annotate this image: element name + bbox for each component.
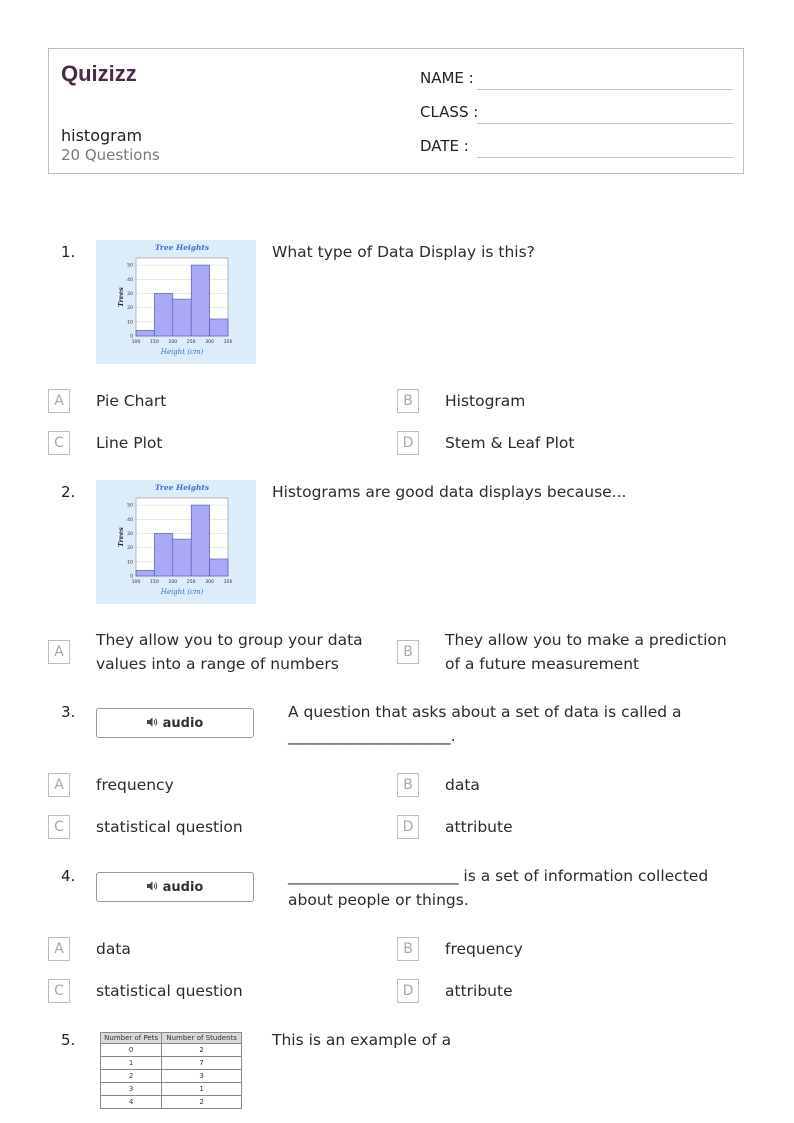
table-cell: 0 xyxy=(101,1044,162,1057)
question-text: What type of Data Display is this? xyxy=(272,243,535,261)
name-field[interactable] xyxy=(477,89,733,90)
option-letter: C xyxy=(48,815,70,839)
class-label: CLASS : xyxy=(420,103,479,121)
y-tick-label: 40 xyxy=(127,277,133,283)
histogram-chart xyxy=(96,480,256,604)
svg-text:Quizizz: Quizizz xyxy=(61,61,137,86)
histogram-bar xyxy=(191,505,209,576)
option-letter: B xyxy=(397,640,419,664)
worksheet-header xyxy=(48,48,744,174)
table-header: Number of Pets xyxy=(101,1033,162,1044)
x-tick-label: 100 xyxy=(131,340,141,345)
table-row xyxy=(101,1083,242,1096)
histogram-image xyxy=(96,480,256,604)
option-text[interactable]: Histogram xyxy=(445,392,526,410)
option-letter: A xyxy=(48,389,70,413)
y-tick-label: 10 xyxy=(127,560,133,566)
y-tick-label: 30 xyxy=(127,532,133,538)
pets-table-image xyxy=(100,1032,242,1109)
option-letter: A xyxy=(48,640,70,664)
chart-title: Tree Heights xyxy=(154,243,210,252)
x-axis-label: Height (cm) xyxy=(160,588,204,596)
quizizz-logo xyxy=(61,59,153,87)
option-letter: C xyxy=(48,979,70,1003)
option-text[interactable]: frequency xyxy=(445,940,523,958)
histogram-chart xyxy=(96,240,256,364)
question-number: 1. xyxy=(61,243,76,261)
y-axis-label: Trees xyxy=(117,287,125,307)
table-cell: 4 xyxy=(101,1096,162,1109)
date-label: DATE : xyxy=(420,137,469,155)
option-text[interactable]: data xyxy=(445,776,480,794)
table-row xyxy=(101,1070,242,1083)
x-tick-label: 150 xyxy=(150,580,159,585)
name-label: NAME : xyxy=(420,69,474,87)
option-letter: B xyxy=(397,937,419,961)
option-letter: D xyxy=(397,815,419,839)
x-tick-label: 200 xyxy=(168,580,178,585)
question-text: A question that asks about a set of data is called a _____________________. xyxy=(288,703,682,745)
option-text[interactable]: Pie Chart xyxy=(96,392,167,410)
table-cell: 2 xyxy=(162,1096,242,1109)
histogram-bar xyxy=(191,265,209,336)
y-tick-label: 0 xyxy=(130,334,133,340)
table-header: Number of Students xyxy=(162,1033,242,1044)
table-row xyxy=(101,1044,242,1057)
audio-label: audio xyxy=(162,879,204,895)
option-text[interactable]: attribute xyxy=(445,818,513,836)
question-number: 2. xyxy=(61,483,76,501)
x-tick-label: 200 xyxy=(168,340,178,345)
option-letter: A xyxy=(48,773,70,797)
y-tick-label: 50 xyxy=(127,263,133,269)
question-text: Histograms are good data displays because... xyxy=(272,483,627,501)
table-row xyxy=(101,1057,242,1070)
option-text[interactable]: statistical question xyxy=(96,818,243,836)
question-text: ______________________ is a set of information collected about people or things. xyxy=(288,867,709,909)
y-axis-label: Trees xyxy=(117,527,125,547)
date-field[interactable] xyxy=(477,157,733,158)
question-number: 3. xyxy=(61,703,76,721)
option-letter: D xyxy=(397,431,419,455)
option-text[interactable]: They allow you to group your data values into a range of numbers xyxy=(96,631,363,673)
table-cell: 3 xyxy=(101,1083,162,1096)
question-number: 5. xyxy=(61,1031,76,1049)
speaker-icon xyxy=(147,880,158,895)
question-number: 4. xyxy=(61,867,76,885)
table-row xyxy=(101,1096,242,1109)
option-text[interactable]: data xyxy=(96,940,131,958)
x-axis-label: Height (cm) xyxy=(160,348,204,356)
x-tick-label: 250 xyxy=(186,340,196,345)
table-cell: 3 xyxy=(162,1070,242,1083)
option-letter: A xyxy=(48,937,70,961)
option-letter: B xyxy=(397,389,419,413)
x-tick-label: 100 xyxy=(131,580,141,585)
histogram-bar xyxy=(173,299,191,336)
option-text[interactable]: Line Plot xyxy=(96,434,163,452)
table-cell: 2 xyxy=(101,1070,162,1083)
histogram-image xyxy=(96,240,256,364)
x-tick-label: 350 xyxy=(223,340,233,345)
option-letter: D xyxy=(397,979,419,1003)
histogram-bar xyxy=(154,533,172,576)
histogram-bar xyxy=(154,293,172,336)
y-tick-label: 20 xyxy=(127,546,133,552)
table-cell: 2 xyxy=(162,1044,242,1057)
option-text[interactable]: They allow you to make a prediction of a future measurement xyxy=(445,631,727,673)
x-tick-label: 300 xyxy=(205,580,214,585)
table-cell: 7 xyxy=(162,1057,242,1070)
histogram-bar xyxy=(210,559,228,576)
x-tick-label: 250 xyxy=(186,580,196,585)
audio-button[interactable] xyxy=(96,708,254,738)
option-letter: B xyxy=(397,773,419,797)
chart-title: Tree Heights xyxy=(154,483,210,492)
x-tick-label: 150 xyxy=(150,340,159,345)
y-tick-label: 20 xyxy=(127,306,133,312)
y-tick-label: 30 xyxy=(127,292,133,298)
option-text[interactable]: frequency xyxy=(96,776,174,794)
histogram-bar xyxy=(173,539,191,576)
histogram-bar xyxy=(136,330,154,336)
audio-label: audio xyxy=(162,715,204,731)
y-tick-label: 50 xyxy=(127,503,133,509)
table-cell: 1 xyxy=(162,1083,242,1096)
quiz-title: histogram xyxy=(61,126,143,145)
y-tick-label: 40 xyxy=(127,517,133,523)
option-text[interactable]: Stem & Leaf Plot xyxy=(445,434,575,452)
speaker-icon xyxy=(147,716,158,731)
x-tick-label: 300 xyxy=(205,340,214,345)
audio-button[interactable] xyxy=(96,872,254,902)
x-tick-label: 350 xyxy=(223,580,233,585)
option-text[interactable]: attribute xyxy=(445,982,513,1000)
y-tick-label: 10 xyxy=(127,320,133,326)
pets-table xyxy=(100,1032,242,1109)
option-letter: C xyxy=(48,431,70,455)
question-count: 20 Questions xyxy=(61,146,160,164)
question-text: This is an example of a xyxy=(272,1031,452,1049)
histogram-bar xyxy=(136,570,154,576)
class-field[interactable] xyxy=(477,123,733,124)
histogram-bar xyxy=(210,319,228,336)
table-cell: 1 xyxy=(101,1057,162,1070)
option-text[interactable]: statistical question xyxy=(96,982,243,1000)
y-tick-label: 0 xyxy=(130,574,133,580)
